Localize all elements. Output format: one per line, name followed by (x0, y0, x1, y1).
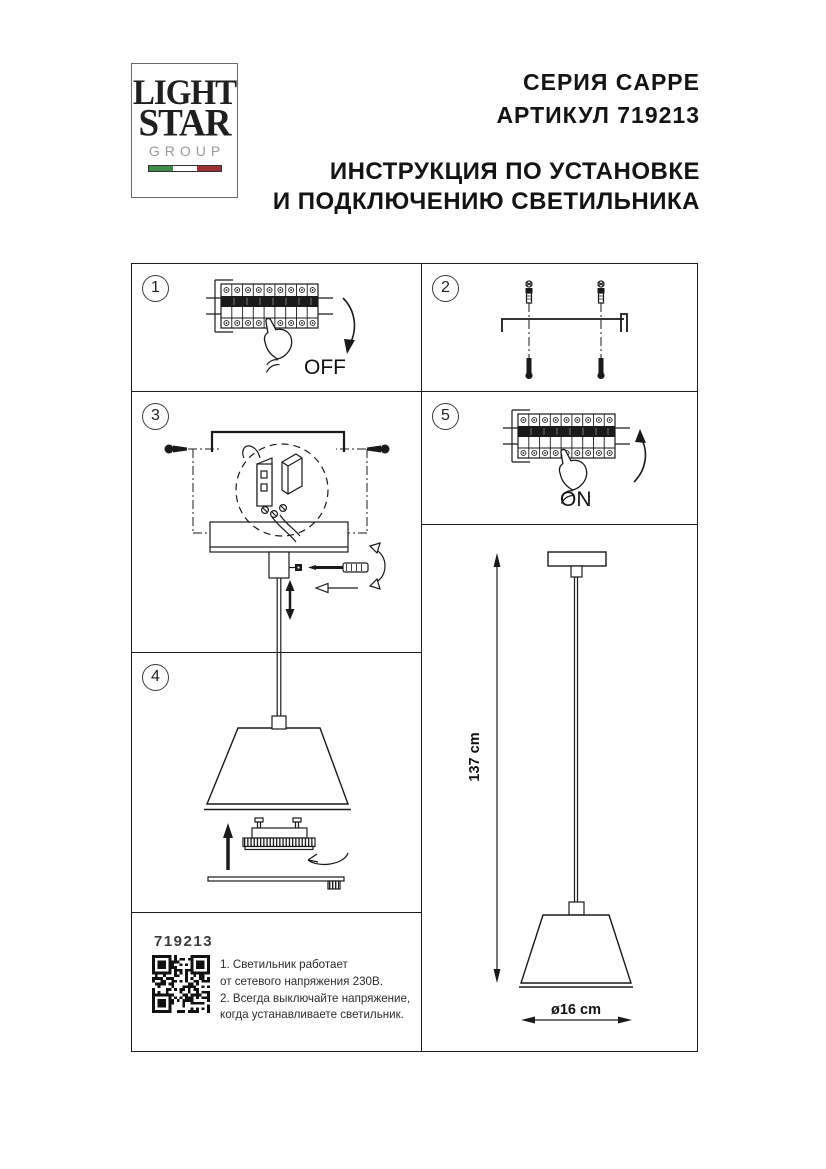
wall-anchor-icon (597, 358, 604, 379)
instruction-title-line2: И ПОДКЛЮЧЕНИЮ СВЕТИЛЬНИКА (272, 188, 700, 215)
off-label: OFF (304, 356, 346, 379)
side-screw-icon (165, 445, 188, 454)
screwdriver-icon (308, 563, 368, 572)
note-line: 1. Светильник работает (220, 958, 348, 971)
italian-flag-icon (148, 165, 222, 172)
diffuser-plate (208, 877, 344, 889)
info-panel (131, 912, 422, 1052)
screw-icon (598, 281, 605, 303)
qr-code (152, 955, 210, 1013)
installation-notes (220, 957, 416, 1024)
slide-left-arrow-icon (316, 584, 358, 593)
instruction-title-line1: ИНСТРУКЦИЯ ПО УСТАНОВКЕ (329, 158, 700, 185)
note-line: от сетевого напряжения 230В. (220, 974, 383, 988)
up-down-arrow-icon (286, 580, 295, 620)
step-4-panel (131, 652, 422, 913)
step-number-badge: 2 (432, 275, 459, 302)
step-2-panel (421, 263, 698, 392)
canopy-stem (269, 552, 289, 578)
step-1-panel (131, 263, 422, 392)
ceiling-plate (548, 552, 606, 566)
note-line: 2. Всегда выключайте напряжение, (220, 991, 411, 1005)
circuit-breaker-off-drawing (132, 264, 421, 391)
rotate-arrow-icon (308, 853, 348, 864)
lamp-module-gx53 (243, 818, 315, 850)
pendant-cord (277, 578, 281, 652)
mounting-hardware-drawing (422, 264, 697, 391)
pendant-rod (575, 577, 578, 902)
step-5-panel (421, 391, 698, 525)
screw-icon (526, 281, 533, 303)
on-label: ON (560, 488, 592, 511)
pendant-cord (277, 653, 281, 716)
circuit-breaker-on-drawing (422, 392, 697, 524)
logo-text-group: GROUP (148, 143, 226, 159)
note-line: когда устанавливаете светильник. (220, 1008, 404, 1022)
step-number-badge: 5 (432, 403, 459, 430)
curved-arrow-down-icon (343, 298, 354, 344)
rotate-arrows-icon (370, 543, 385, 589)
wall-anchor-icon (525, 358, 532, 379)
mounting-bar (212, 432, 344, 452)
lamp-shade (207, 728, 348, 804)
height-dimension-label: 137 cm (467, 732, 483, 782)
series-title: СЕРИЯ CAPPE (523, 69, 700, 95)
mounting-bracket (502, 314, 627, 332)
lamp-shade (521, 915, 631, 983)
step-number-badge: 4 (142, 664, 169, 691)
diameter-dimension-label: ø16 cm (551, 1002, 601, 1018)
curved-arrow-up-icon (634, 438, 645, 482)
logo-text-star: STAR (138, 101, 231, 145)
pendant-dimensions-drawing (422, 525, 697, 1051)
step-3-panel (131, 391, 422, 653)
pendant-dimensions-panel (421, 524, 698, 1052)
logo-text-light: LIGHT (132, 73, 237, 113)
insert-up-arrow-icon (223, 823, 233, 870)
cord-grip (272, 716, 286, 729)
step-number-badge: 1 (142, 275, 169, 302)
article-title: АРТИКУЛ 719213 (496, 102, 700, 128)
header-titles (273, 66, 700, 217)
height-dimension (467, 553, 501, 983)
side-screw-icon (367, 445, 390, 454)
step-number-badge: 3 (142, 403, 169, 430)
diameter-dimension (521, 1002, 632, 1024)
ceiling-mount-detail-drawing (132, 392, 421, 652)
shade-assembly-drawing (132, 653, 421, 912)
lightstar-logo (131, 63, 238, 198)
article-number: 719213 (154, 933, 214, 950)
